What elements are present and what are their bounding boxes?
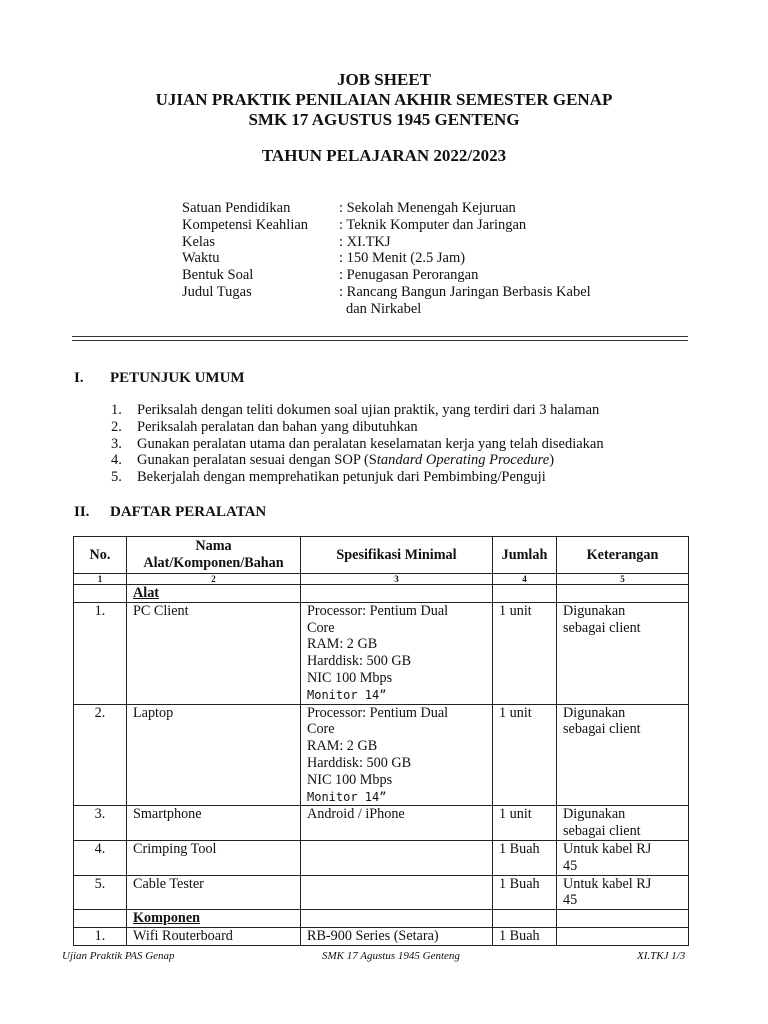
section-heading	[74, 504, 266, 521]
item-text	[137, 452, 554, 469]
info-row	[182, 234, 636, 251]
cell-no: 2.	[74, 704, 127, 806]
info-value-continued: dan Nirkabel	[346, 300, 422, 317]
info-block	[182, 200, 636, 318]
info-label: Satuan Pendidikan	[182, 200, 291, 216]
table-header-row	[74, 537, 689, 574]
cell-keterangan: Digunakan sebagai client	[557, 806, 689, 841]
info-label: Waktu	[182, 250, 220, 267]
info-label: Kompetensi Keahlian	[182, 216, 309, 233]
school-name: SMK 17 AGUSTUS 1945 GENTENG	[248, 110, 520, 129]
cell-spec	[301, 875, 493, 910]
table-row	[74, 602, 689, 704]
list-item	[111, 402, 604, 419]
divider-top	[72, 336, 688, 337]
column-index-row	[74, 574, 689, 585]
instruction-list	[111, 402, 604, 486]
column-index: 3	[301, 574, 493, 585]
info-value: : 150 Menit (2.5 Jam)	[339, 250, 466, 267]
header-no: No.	[74, 537, 127, 574]
header-keterangan: Keterangan	[557, 537, 689, 574]
table-row	[74, 840, 689, 875]
cell-nama: Crimping Tool	[127, 840, 301, 875]
cell-no: 3.	[74, 806, 127, 841]
column-index: 1	[74, 574, 127, 585]
group-label: Komponen	[127, 910, 301, 928]
table-row	[74, 704, 689, 806]
section-title: DAFTAR PERALATAN	[110, 504, 267, 520]
cell-jumlah: 1 Buah	[493, 927, 557, 945]
info-row	[182, 301, 636, 318]
column-index: 4	[493, 574, 557, 585]
list-item	[111, 452, 604, 469]
header-nama-line2: Alat/Komponen/Bahan	[143, 555, 284, 571]
group-label: Alat	[127, 585, 301, 603]
cell-nama: PC Client	[127, 602, 301, 704]
info-value: : XI.TKJ	[339, 233, 391, 250]
list-item	[111, 419, 604, 436]
cell-keterangan: Digunakan sebagai client	[557, 602, 689, 704]
item-text: Periksalah peralatan dan bahan yang dibutuhkan	[137, 418, 418, 435]
item-number: 1.	[111, 402, 122, 418]
item-text: Bekerjalah dengan memprehatikan petunjuk dari Pembimbing/Penguji	[137, 469, 546, 486]
cell-keterangan: Untuk kabel RJ 45	[557, 875, 689, 910]
section-title: PETUNJUK UMUM	[110, 370, 245, 386]
info-value: : Rancang Bangun Jaringan Berbasis Kabel	[339, 283, 591, 300]
header-nama	[127, 537, 301, 574]
doc-title: JOB SHEET	[336, 70, 431, 89]
academic-year: TAHUN PELAJARAN 2022/2023	[261, 146, 507, 165]
section-heading	[74, 370, 245, 387]
footer-right: XI.TKJ 1/3	[637, 950, 686, 962]
table-row	[74, 875, 689, 910]
header-jumlah: Jumlah	[493, 537, 557, 574]
cell-nama: Cable Tester	[127, 875, 301, 910]
item-number: 2.	[111, 418, 122, 435]
info-label: Bentuk Soal	[182, 267, 254, 284]
section-number: I.	[74, 370, 84, 386]
cell-keterangan	[557, 927, 689, 945]
cell-jumlah: 1 Buah	[493, 875, 557, 910]
info-row	[182, 250, 636, 267]
info-value: : Teknik Komputer dan Jaringan	[339, 216, 527, 233]
section-number: II.	[74, 504, 90, 520]
cell-no: 1.	[74, 602, 127, 704]
cell-jumlah: 1 unit	[493, 602, 557, 704]
item-text-part: Gunakan peralatan sesuai dengan SOP (S	[137, 452, 377, 469]
info-value: : Sekolah Menengah Kejuruan	[339, 200, 516, 216]
group-row	[74, 585, 689, 603]
cell-spec: Android / iPhone	[301, 806, 493, 841]
cell-nama: Smartphone	[127, 806, 301, 841]
column-index: 2	[127, 574, 301, 585]
cell-keterangan: Digunakan sebagai client	[557, 704, 689, 806]
info-row	[182, 217, 636, 234]
info-row	[182, 200, 636, 217]
item-number: 3.	[111, 435, 122, 452]
cell-spec	[301, 840, 493, 875]
divider-bottom	[72, 340, 688, 341]
cell-spec: Processor: Pentium Dual Core RAM: 2 GB Harddisk: 500 GB NIC 100 Mbps Monitor 14”	[301, 704, 493, 806]
cell-spec: Processor: Pentium Dual Core RAM: 2 GB Harddisk: 500 GB NIC 100 Mbps Monitor 14”	[301, 602, 493, 704]
cell-no: 1.	[74, 927, 127, 945]
info-label: Judul Tugas	[182, 283, 252, 300]
list-item	[111, 469, 604, 486]
item-text: Gunakan peralatan utama dan peralatan keselamatan kerja yang telah disediakan	[137, 435, 604, 452]
list-item	[111, 436, 604, 453]
doc-subtitle: UJIAN PRAKTIK PENILAIAN AKHIR SEMESTER GENAP	[155, 90, 613, 109]
group-row	[74, 910, 689, 928]
cell-spec: RB-900 Series (Setara)	[301, 927, 493, 945]
info-row	[182, 267, 636, 284]
cell-nama: Wifi Routerboard	[127, 927, 301, 945]
cell-keterangan: Untuk kabel RJ 45	[557, 840, 689, 875]
cell-jumlah: 1 unit	[493, 704, 557, 806]
header-spesifikasi: Spesifikasi Minimal	[301, 537, 493, 574]
item-number: 5.	[111, 469, 122, 486]
equipment-table	[73, 536, 689, 946]
item-text: Periksalah dengan teliti dokumen soal ujian praktik, yang terdiri dari 3 halaman	[137, 402, 600, 418]
footer-left: Ujian Praktik PAS Genap	[62, 950, 175, 962]
header-nama-line1: Nama	[195, 538, 232, 555]
item-text-part: )	[549, 452, 555, 469]
cell-nama: Laptop	[127, 704, 301, 806]
cell-no: 4.	[74, 840, 127, 875]
footer-center: SMK 17 Agustus 1945 Genteng	[322, 950, 460, 962]
cell-jumlah: 1 Buah	[493, 840, 557, 875]
cell-no: 5.	[74, 875, 127, 910]
info-value: : Penugasan Perorangan	[339, 267, 479, 284]
item-number: 4.	[111, 452, 122, 469]
info-label: Kelas	[182, 233, 216, 250]
info-row	[182, 284, 636, 301]
column-index: 5	[557, 574, 689, 585]
item-text-italic: tandard Operating Procedure	[376, 452, 550, 469]
table-row	[74, 927, 689, 945]
cell-jumlah: 1 unit	[493, 806, 557, 841]
table-row	[74, 806, 689, 841]
